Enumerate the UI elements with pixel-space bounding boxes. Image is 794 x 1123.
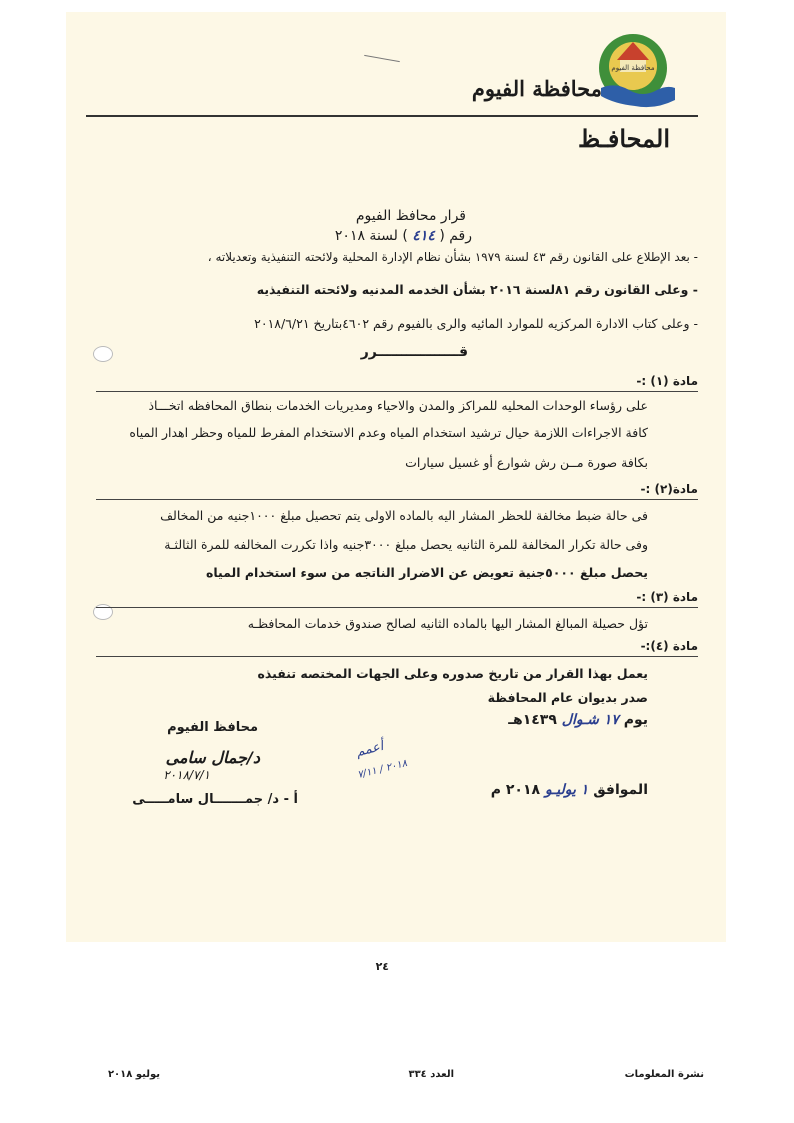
hijri-year: ١٤٣٩هـ xyxy=(508,712,557,728)
header-rule xyxy=(86,115,698,117)
hijri-date xyxy=(508,712,648,728)
signature-date: ٢٠١٨/٧/١ xyxy=(163,768,210,782)
preamble-line: - وعلى القانون رقم ٨١لسنة ٢٠١٦ بشأن الخدمه المدنيه ولائحته التنفيذيه xyxy=(256,282,698,297)
decision-number xyxy=(335,228,472,244)
hijri-date-prefix: يوم xyxy=(623,712,648,728)
gregorian-date xyxy=(491,782,648,798)
governorate-name: محافظة الفيوم xyxy=(471,76,602,101)
annotation-date: ٢٠١٨ / ٧/١١ xyxy=(356,758,409,781)
decides-label: قـــــــــــــــــرر xyxy=(360,344,468,360)
decision-number-suffix: ) لسنة ٢٠١٨ xyxy=(334,228,408,244)
decision-number-prefix: رقم ( xyxy=(439,228,472,244)
article-underline xyxy=(96,391,698,392)
footer-issue: العدد ٣٣٤ xyxy=(408,1069,454,1080)
hijri-day: ١٧ xyxy=(603,712,619,728)
article-heading: مادة (٣) :- xyxy=(636,590,698,604)
article-heading: مادة(٢) :- xyxy=(640,482,698,496)
gregorian-year: ٢٠١٨ م xyxy=(490,782,541,798)
decision-title: قرار محافظ الفيوم xyxy=(355,208,466,224)
gregorian-date-prefix: الموافق xyxy=(593,782,648,798)
gregorian-month: يوليـو xyxy=(544,782,576,798)
article-underline xyxy=(96,656,698,657)
footer-publication: نشرة المعلومات xyxy=(624,1069,704,1080)
signature-title: محافظ الفيوم xyxy=(167,720,258,735)
article-line: يحصل مبلغ ٥٠٠٠جنية تعويض عن الاضرار الناتجه من سوء استخدام المياه xyxy=(205,565,648,580)
article-underline xyxy=(96,607,698,608)
article-heading: مادة (٤):- xyxy=(640,639,698,653)
article-line: فى حالة ضبط مخالفة للحظر المشار اليه بالماده الاولى يتم تحصيل مبلغ ١٠٠٠جنيه من المخالف xyxy=(160,508,648,523)
article-line: بكافة صورة مــن رش شوارع أو غسيل سيارات xyxy=(405,455,648,470)
printed-name: أ - د/ جمـــــــال سامـــــى xyxy=(132,792,298,807)
page-number: ٢٤ xyxy=(375,960,389,973)
preamble-line: - وعلى كتاب الادارة المركزيه للموارد المائيه والرى بالفيوم رقم ٤٦٠٢بتاريخ ٢٠١٨/٦/٢١ xyxy=(254,316,698,331)
footer-date: يوليو ٢٠١٨ xyxy=(107,1069,160,1080)
article-line: يعمل بهذا القرار من تاريخ صدوره وعلى الجهات المختصه تنفيذه xyxy=(257,666,648,681)
article-heading: مادة (١) :- xyxy=(636,374,698,388)
article-line: على رؤساء الوحدات المحليه للمراكز والمدن والاحياء ومديريات الخدمات بنطاق المحافظه اتخـــاذ xyxy=(148,398,648,413)
logo-text: محافظة الفيوم xyxy=(611,64,655,72)
issued-at: صدر بديوان عام المحافظة xyxy=(487,690,648,705)
article-line: كافة الاجراءات اللازمة حيال ترشيد استخدام المياه وعدم الاستخدام المفرط للمياه وحظر اهدار المياه xyxy=(129,425,648,440)
decision-number-handwritten: ٤١٤ xyxy=(412,228,435,244)
article-line: تؤل حصيلة المبالغ المشار اليها بالماده الثانيه لصالح صندوق خدمات المحافظـه xyxy=(247,616,648,631)
office-title: المحافـظ xyxy=(578,124,670,153)
preamble-line: - بعد الإطلاع على القانون رقم ٤٣ لسنة ١٩٧٩ بشأن نظام الإدارة المحلية ولائحته التنفيذية وتعديلاته ، xyxy=(207,250,698,264)
article-line: وفى حالة تكرار المخالفة للمرة الثانيه يحصل مبلغ ٣٠٠٠جنيه واذا تكررت المخالفه للمرة الثالثـة xyxy=(164,537,648,552)
punch-hole xyxy=(93,346,113,362)
handwritten-signature: د/جمال سامى xyxy=(165,748,260,767)
annotation-note: أعمم xyxy=(355,738,386,761)
article-underline xyxy=(96,499,698,500)
governorate-logo xyxy=(595,30,675,110)
gregorian-day: ١ xyxy=(580,782,589,798)
hijri-month: شـوال xyxy=(561,712,599,728)
